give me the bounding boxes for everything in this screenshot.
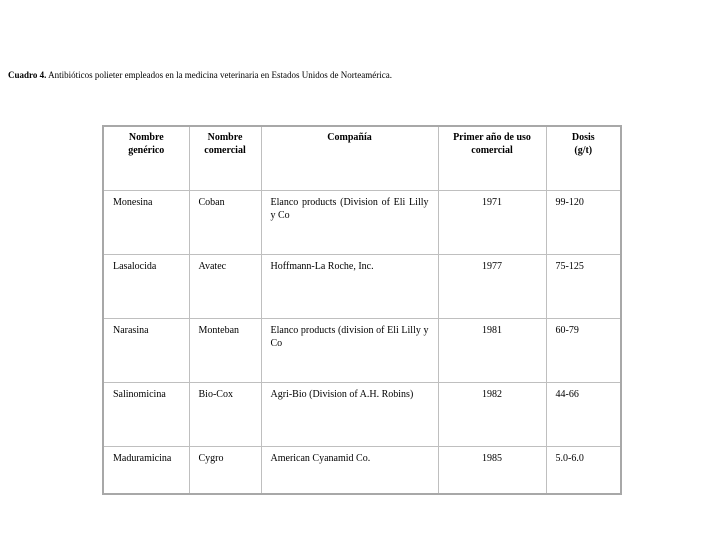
cell-generic-name: Monesina bbox=[103, 191, 189, 255]
header-company: Compañía bbox=[261, 126, 438, 191]
cell-generic-name: Salinomicina bbox=[103, 383, 189, 447]
cell-company: Agri-Bio (Division of A.H. Robins) bbox=[261, 383, 438, 447]
caption-label: Cuadro 4. bbox=[8, 70, 47, 80]
cell-first-year: 1985 bbox=[438, 447, 546, 495]
caption-text: Antibióticos polieter empleados en la medicina veterinaria en Estados Unidos de Norteamérica. bbox=[46, 70, 392, 80]
table-row bbox=[103, 255, 621, 319]
cell-company: Elanco products (division of Eli Lilly y Co bbox=[261, 319, 438, 383]
cell-company: Hoffmann-La Roche, Inc. bbox=[261, 255, 438, 319]
cell-generic-name: Maduramicina bbox=[103, 447, 189, 495]
cell-commercial-name: Bio-Cox bbox=[189, 383, 261, 447]
cell-dose: 75-125 bbox=[546, 255, 621, 319]
cell-company: Elanco products (Division of Eli Lilly y Co bbox=[261, 191, 438, 255]
cell-dose: 44-66 bbox=[546, 383, 621, 447]
table-header-row bbox=[103, 126, 621, 191]
cell-dose: 5.0-6.0 bbox=[546, 447, 621, 495]
cell-dose: 99-120 bbox=[546, 191, 621, 255]
table-row bbox=[103, 447, 621, 495]
antibiotics-table bbox=[102, 125, 622, 495]
cell-first-year: 1981 bbox=[438, 319, 546, 383]
header-commercial-name: Nombre comercial bbox=[189, 126, 261, 191]
cell-first-year: 1982 bbox=[438, 383, 546, 447]
header-first-year: Primer año de uso comercial bbox=[438, 126, 546, 191]
cell-commercial-name: Monteban bbox=[189, 319, 261, 383]
table-row bbox=[103, 191, 621, 255]
cell-dose: 60-79 bbox=[546, 319, 621, 383]
header-generic-name: Nombre genérico bbox=[103, 126, 189, 191]
cell-generic-name: Narasina bbox=[103, 319, 189, 383]
header-dose: Dosis (g/t) bbox=[546, 126, 621, 191]
cell-commercial-name: Avatec bbox=[189, 255, 261, 319]
cell-commercial-name: Coban bbox=[189, 191, 261, 255]
cell-generic-name: Lasalocida bbox=[103, 255, 189, 319]
table-row bbox=[103, 383, 621, 447]
cell-company: American Cyanamid Co. bbox=[261, 447, 438, 495]
cell-first-year: 1977 bbox=[438, 255, 546, 319]
table-row bbox=[103, 319, 621, 383]
cell-commercial-name: Cygro bbox=[189, 447, 261, 495]
table-caption bbox=[8, 70, 392, 80]
cell-first-year: 1971 bbox=[438, 191, 546, 255]
